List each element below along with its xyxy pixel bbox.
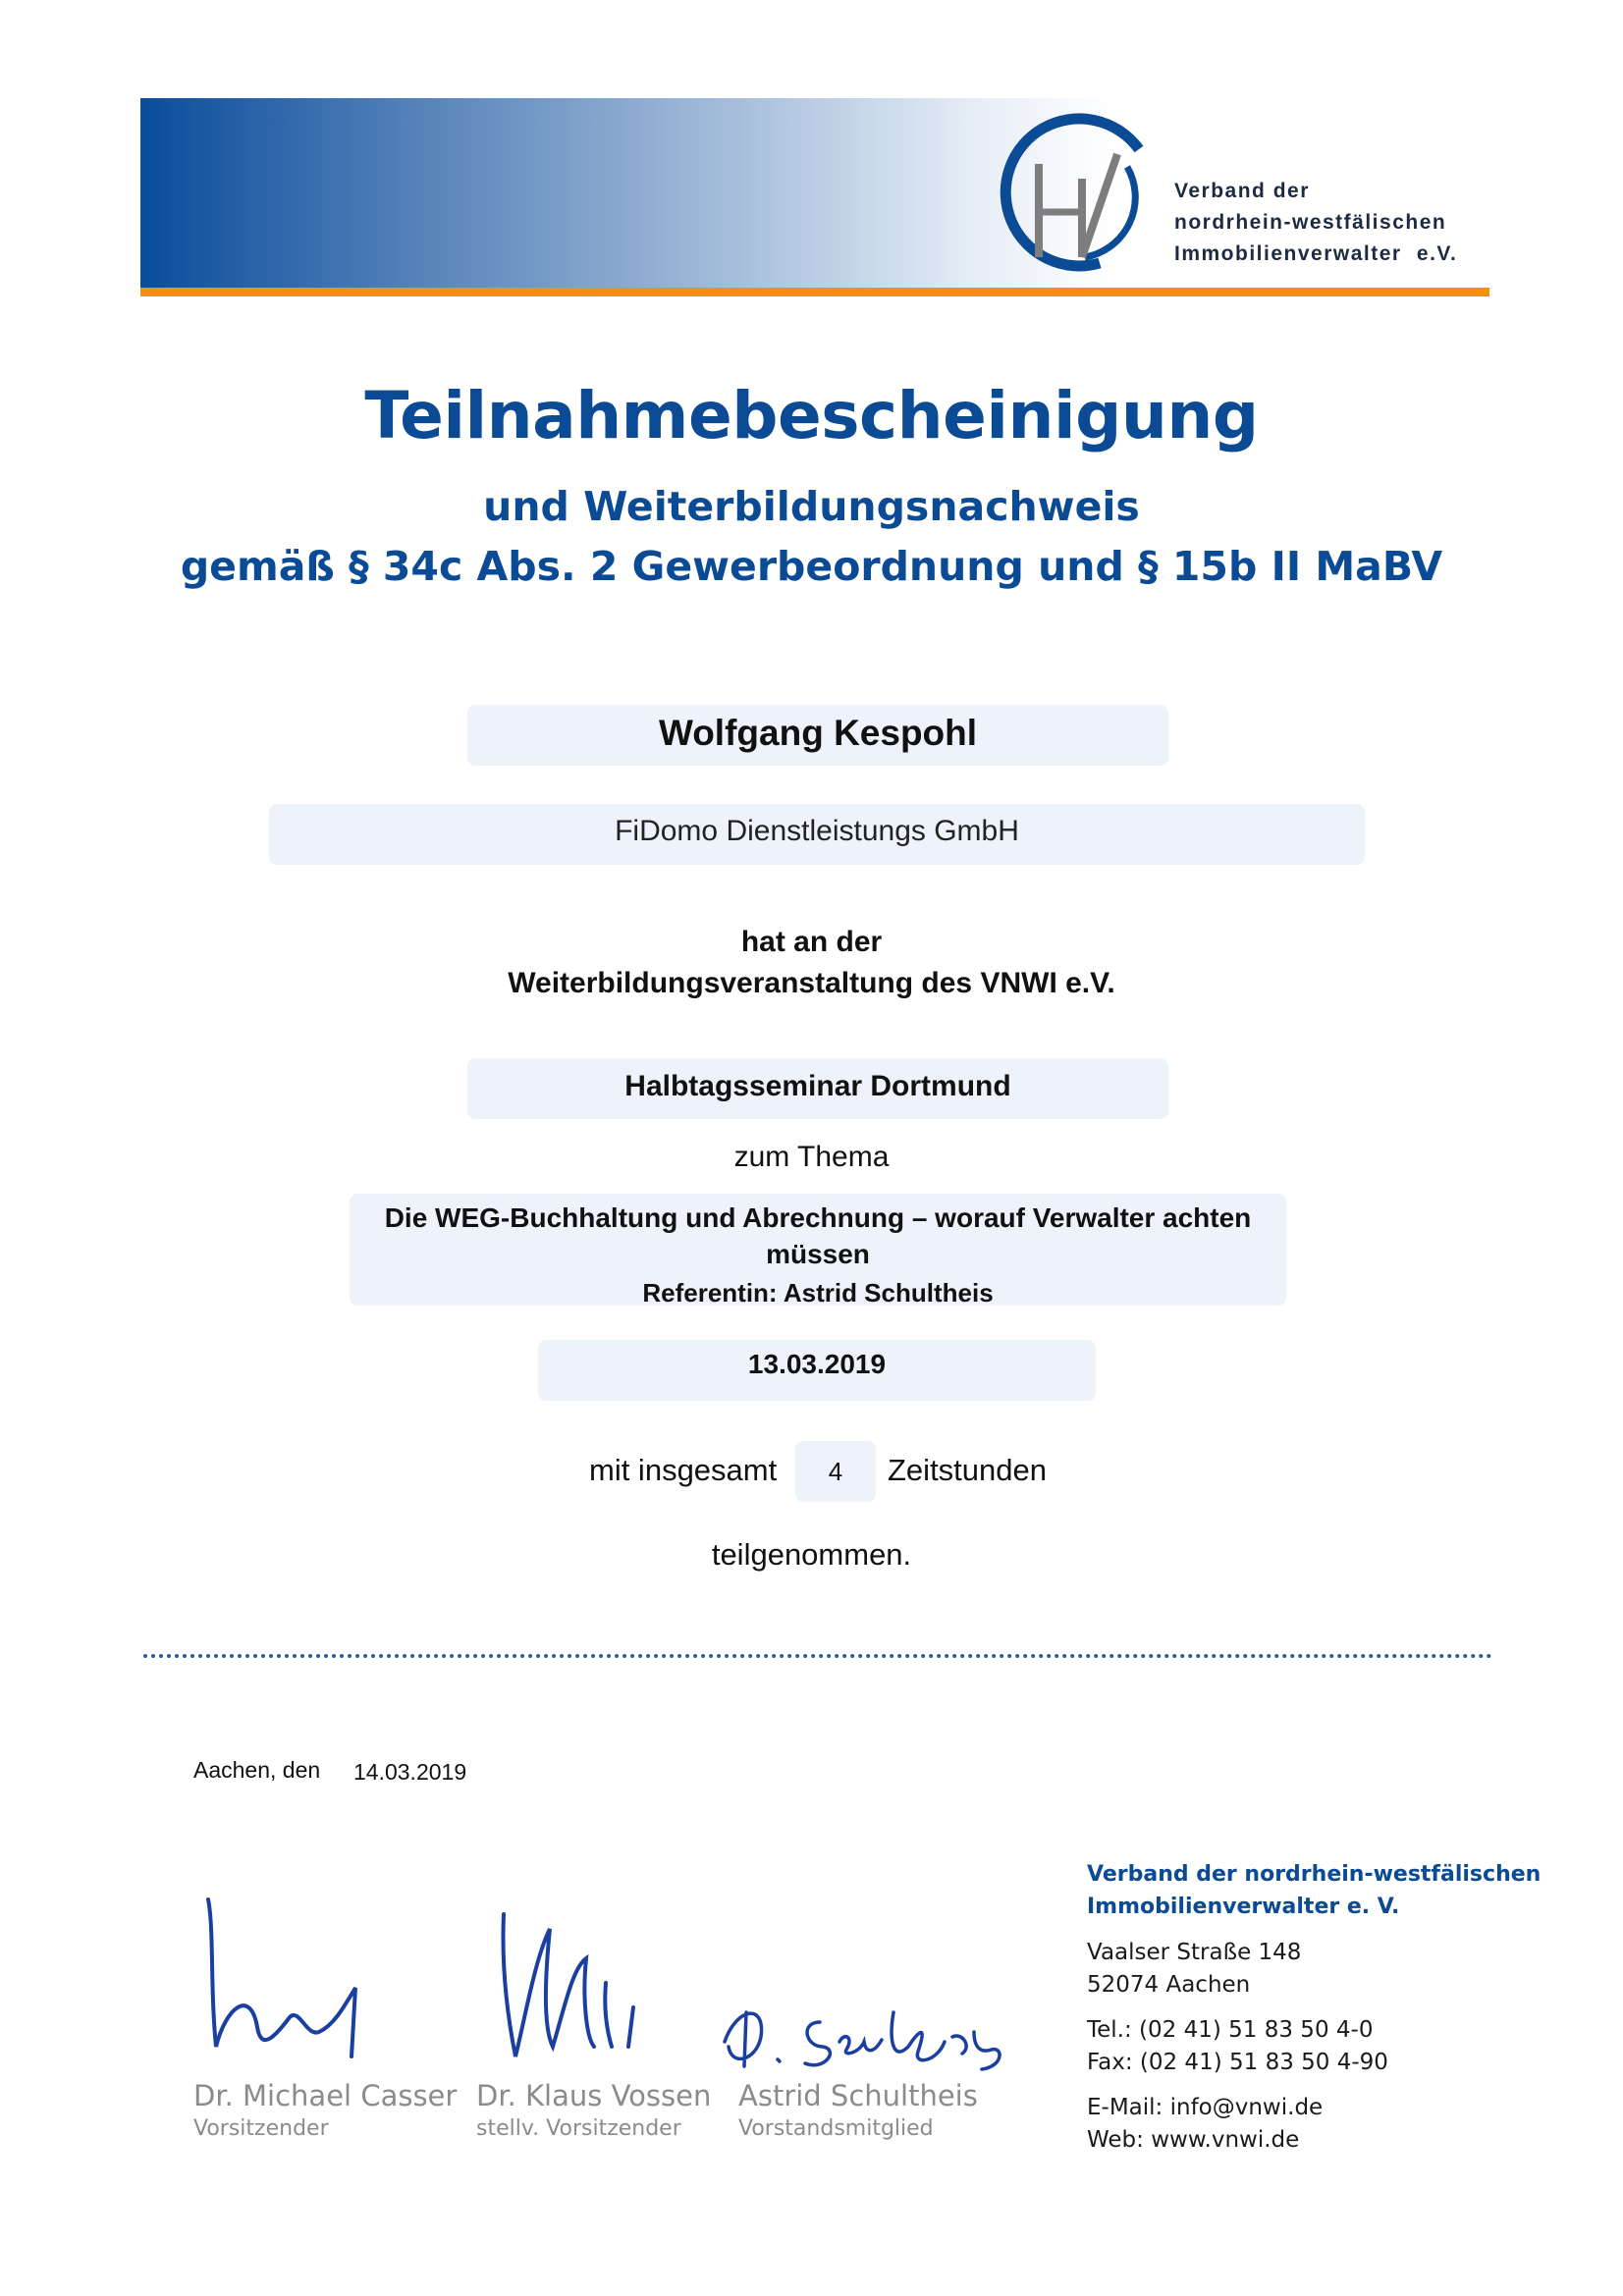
closing-text: teilgenommen. <box>711 1537 912 1572</box>
signatory-1-role: Vorsitzender <box>193 2116 329 2141</box>
association-name-line3-suffix: e.V. <box>1416 242 1458 265</box>
org-name-line2: Immobilienverwalter e. V. <box>1087 1895 1400 1919</box>
association-name-line3-text: Immobilienverwalter <box>1174 242 1402 265</box>
event-name: Halbtagsseminar Dortmund <box>624 1070 1011 1102</box>
hours-prefix: mit insgesamt <box>589 1453 778 1487</box>
company-name: FiDomo Dienstleistungs GmbH <box>615 815 1019 847</box>
certificate-title: Teilnahmebescheinigung <box>364 378 1259 454</box>
dotted-divider <box>143 1654 1492 1658</box>
signing-place: Aachen, den <box>193 1757 321 1783</box>
hours-value: 4 <box>828 1457 843 1486</box>
signature-schultheis <box>717 1993 1011 2076</box>
signing-date: 14.03.2019 <box>353 1759 467 1785</box>
participant-name: Wolfgang Kespohl <box>658 713 978 753</box>
header-orange-stripe <box>140 288 1489 296</box>
signature-casser <box>196 1890 373 2066</box>
vnwi-logo <box>992 110 1159 277</box>
intro-text-1: hat an der <box>740 926 883 958</box>
signatory-3-name: Astrid Schultheis <box>738 2079 978 2112</box>
topic-line-2: müssen <box>766 1239 870 1269</box>
topic-label: zum Thema <box>733 1141 890 1173</box>
signatory-2-role: stellv. Vorsitzender <box>476 2116 681 2141</box>
intro-text-2: Weiterbildungsveranstaltung des VNWI e.V. <box>508 967 1115 999</box>
signatory-3-role: Vorstandsmitglied <box>738 2116 934 2141</box>
address-web[interactable]: Web: www.vnwi.de <box>1087 2127 1300 2153</box>
address-tel: Tel.: (02 41) 51 83 50 4-0 <box>1087 2017 1374 2043</box>
association-name-line1: Verband der <box>1174 180 1310 202</box>
address-fax: Fax: (02 41) 51 83 50 4-90 <box>1087 2050 1388 2075</box>
org-name-line1: Verband der nordrhein-westfälischen <box>1087 1862 1542 1887</box>
signatory-1-name: Dr. Michael Casser <box>193 2079 458 2112</box>
address-email[interactable]: E-Mail: info@vnwi.de <box>1087 2095 1324 2120</box>
association-name-line2: nordrhein-westfälischen <box>1174 211 1447 234</box>
hours-suffix: Zeitstunden <box>888 1453 1047 1487</box>
address-city: 52074 Aachen <box>1087 1972 1251 1998</box>
signature-vossen <box>496 1899 653 2066</box>
speaker: Referentin: Astrid Schultheis <box>642 1278 994 1308</box>
signatory-2-name: Dr. Klaus Vossen <box>476 2079 712 2112</box>
address-street: Vaalser Straße 148 <box>1087 1940 1302 1965</box>
association-name-line3 <box>1174 242 1457 266</box>
certificate-subtitle-2: gemäß § 34c Abs. 2 Gewerbeordnung und § 15b II MaBV <box>180 543 1443 590</box>
event-date: 13.03.2019 <box>747 1349 887 1379</box>
topic-line-1: Die WEG-Buchhaltung und Abrechnung – worauf Verwalter achten <box>384 1202 1252 1233</box>
certificate-subtitle-1: und Weiterbildungsnachweis <box>483 483 1140 530</box>
